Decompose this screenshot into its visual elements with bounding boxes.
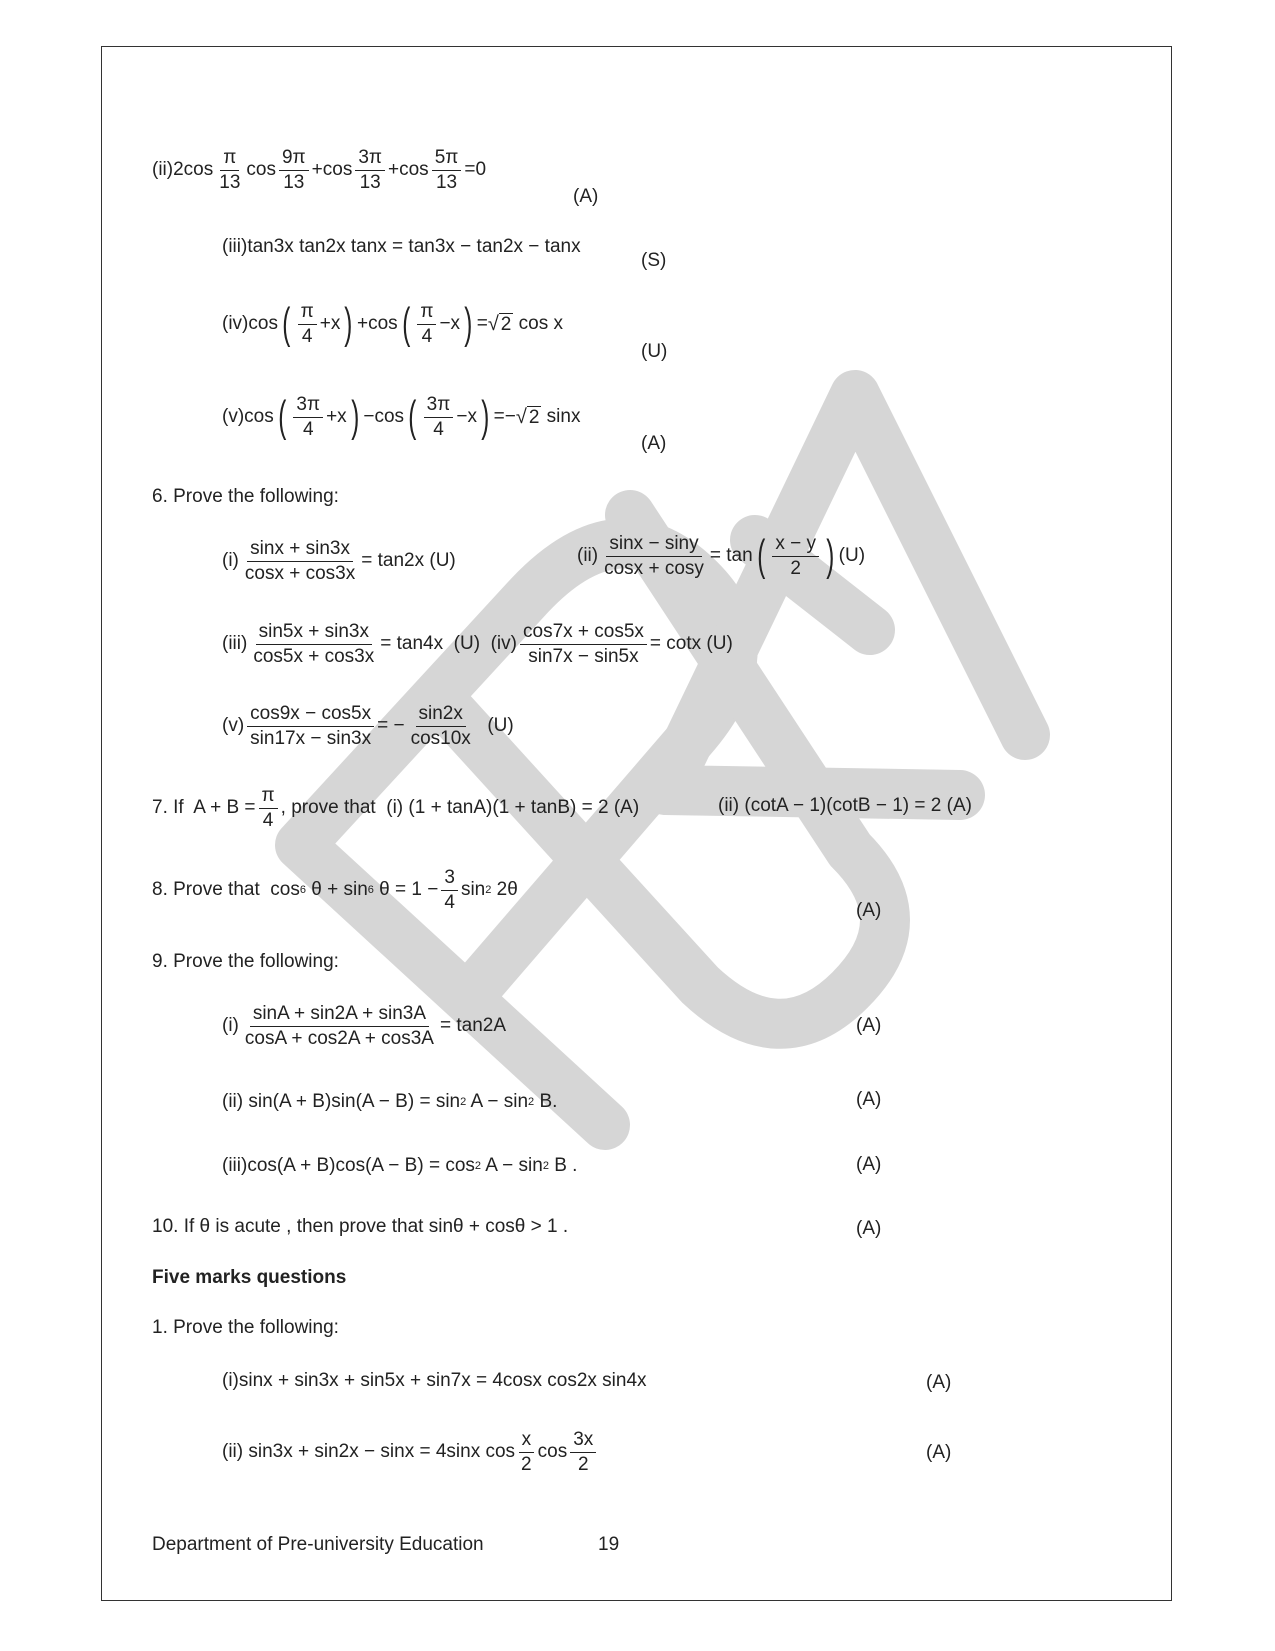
q5-iii-expression: (iii) tan3x tan2x tanx = tan3x − tan2x − tanx	[222, 236, 581, 257]
q9-i-expression: (i) $\frac{\sin A + \sin 2A + \sin 3A}{\cos A + \cos 2A + \cos 3A}$ = tan2A	[222, 1003, 506, 1049]
q5-iv-mark: (U)	[641, 341, 668, 362]
q7-part-ii: (ii) (cotA − 1)(cotB − 1) = 2 (A)	[718, 795, 972, 816]
q7-statement: 7. If A + B = $\frac{\pi}{4}$ , prove that (i) (1 + tanA)(1 + tanB) = 2 (A)	[152, 785, 640, 831]
five-marks-q1-title: 1. Prove the following:	[152, 1317, 339, 1338]
five-marks-q1-ii-expression: (ii) sin3x + sin2x − sinx = 4sinx cos $\frac{x}{2}$ cos $\frac{3x}{2}$	[222, 1428, 599, 1477]
q9-iii-expression: (iii) cos(A + B)cos(A − B) = cos 2 A − sin 2 B .	[222, 1155, 578, 1176]
q5-iii-mark: (S)	[641, 250, 667, 271]
q10-mark: (A)	[856, 1218, 882, 1239]
q6-title: 6. Prove the following:	[152, 486, 339, 507]
q5-ii-expression: (ii) 2cos $\frac{\pi}{13}$ cos $\frac{9\pi}{13}$ +cos $\frac{3\pi}{13}$ +cos $\frac{5\pi}{13}$ =0	[152, 147, 487, 193]
q9-ii-mark: (A)	[856, 1089, 882, 1110]
q6-v-expression: (v) $\frac{\cos 9x - \cos 5x}{\sin 17x - \sin 3x}$ = − $\frac{\sin 2x}{\cos 10x}$ (U)	[222, 703, 514, 749]
q5-iv-expression: (iv) cos ( $\frac{\pi}{4}$ +x ) +cos ( $\frac{\pi}{4}$ −x ) = √ 2 cos x	[222, 299, 564, 349]
five-marks-q1-ii-mark: (A)	[926, 1442, 952, 1463]
q5-v-mark: (A)	[641, 433, 667, 454]
q6-iii-expression: (iii) $\frac{\sin 5x + \sin 3x}{\cos 5x + \cos 3x}$ = tan4x (U) (iv) $\frac{\cos 7x + \cos 5x}{\sin 7x - \sin 5x}$ = cotx (U)	[222, 621, 733, 667]
q5-v-expression: (v) cos ( $\frac{3\pi}{4}$ +x ) −cos ( $\frac{3\pi}{4}$ −x ) =− √ 2 sinx	[222, 392, 581, 442]
q6-ii-expression: (ii) $\frac{\sin x - \sin y}{\cos x + \cos y}$ = tan ( $\frac{x - y}{2}$ ) (U)	[577, 531, 866, 581]
five-marks-heading: Five marks questions	[152, 1267, 347, 1288]
q8-mark: (A)	[856, 900, 882, 921]
q10-statement: 10. If θ is acute , then prove that sinθ + cosθ > 1 .	[152, 1216, 569, 1237]
q8-statement: 8. Prove that cos 6 θ + sin 6 θ = 1 − $\frac{3}{4}$ sin 2 2θ	[152, 867, 518, 913]
q9-i-mark: (A)	[856, 1015, 882, 1036]
five-marks-q1-i-expression: (i) sinx + sin3x + sin5x + sin7x = 4cosx cos2x sin4x	[222, 1370, 647, 1391]
q9-ii-expression: (ii) sin(A + B)sin(A − B) = sin 2 A − sin 2 B.	[222, 1091, 558, 1112]
footer-department: Department of Pre-university Education	[152, 1534, 484, 1555]
q9-title: 9. Prove the following:	[152, 951, 339, 972]
q9-iii-mark: (A)	[856, 1154, 882, 1175]
q6-i-expression: (i) $\frac{\sin x + \sin 3x}{\cos x + \cos 3x}$ = tan2x (U)	[222, 538, 456, 584]
footer-page-number: 19	[598, 1534, 620, 1555]
five-marks-q1-i-mark: (A)	[926, 1372, 952, 1393]
q5-ii-mark: (A)	[573, 186, 599, 207]
